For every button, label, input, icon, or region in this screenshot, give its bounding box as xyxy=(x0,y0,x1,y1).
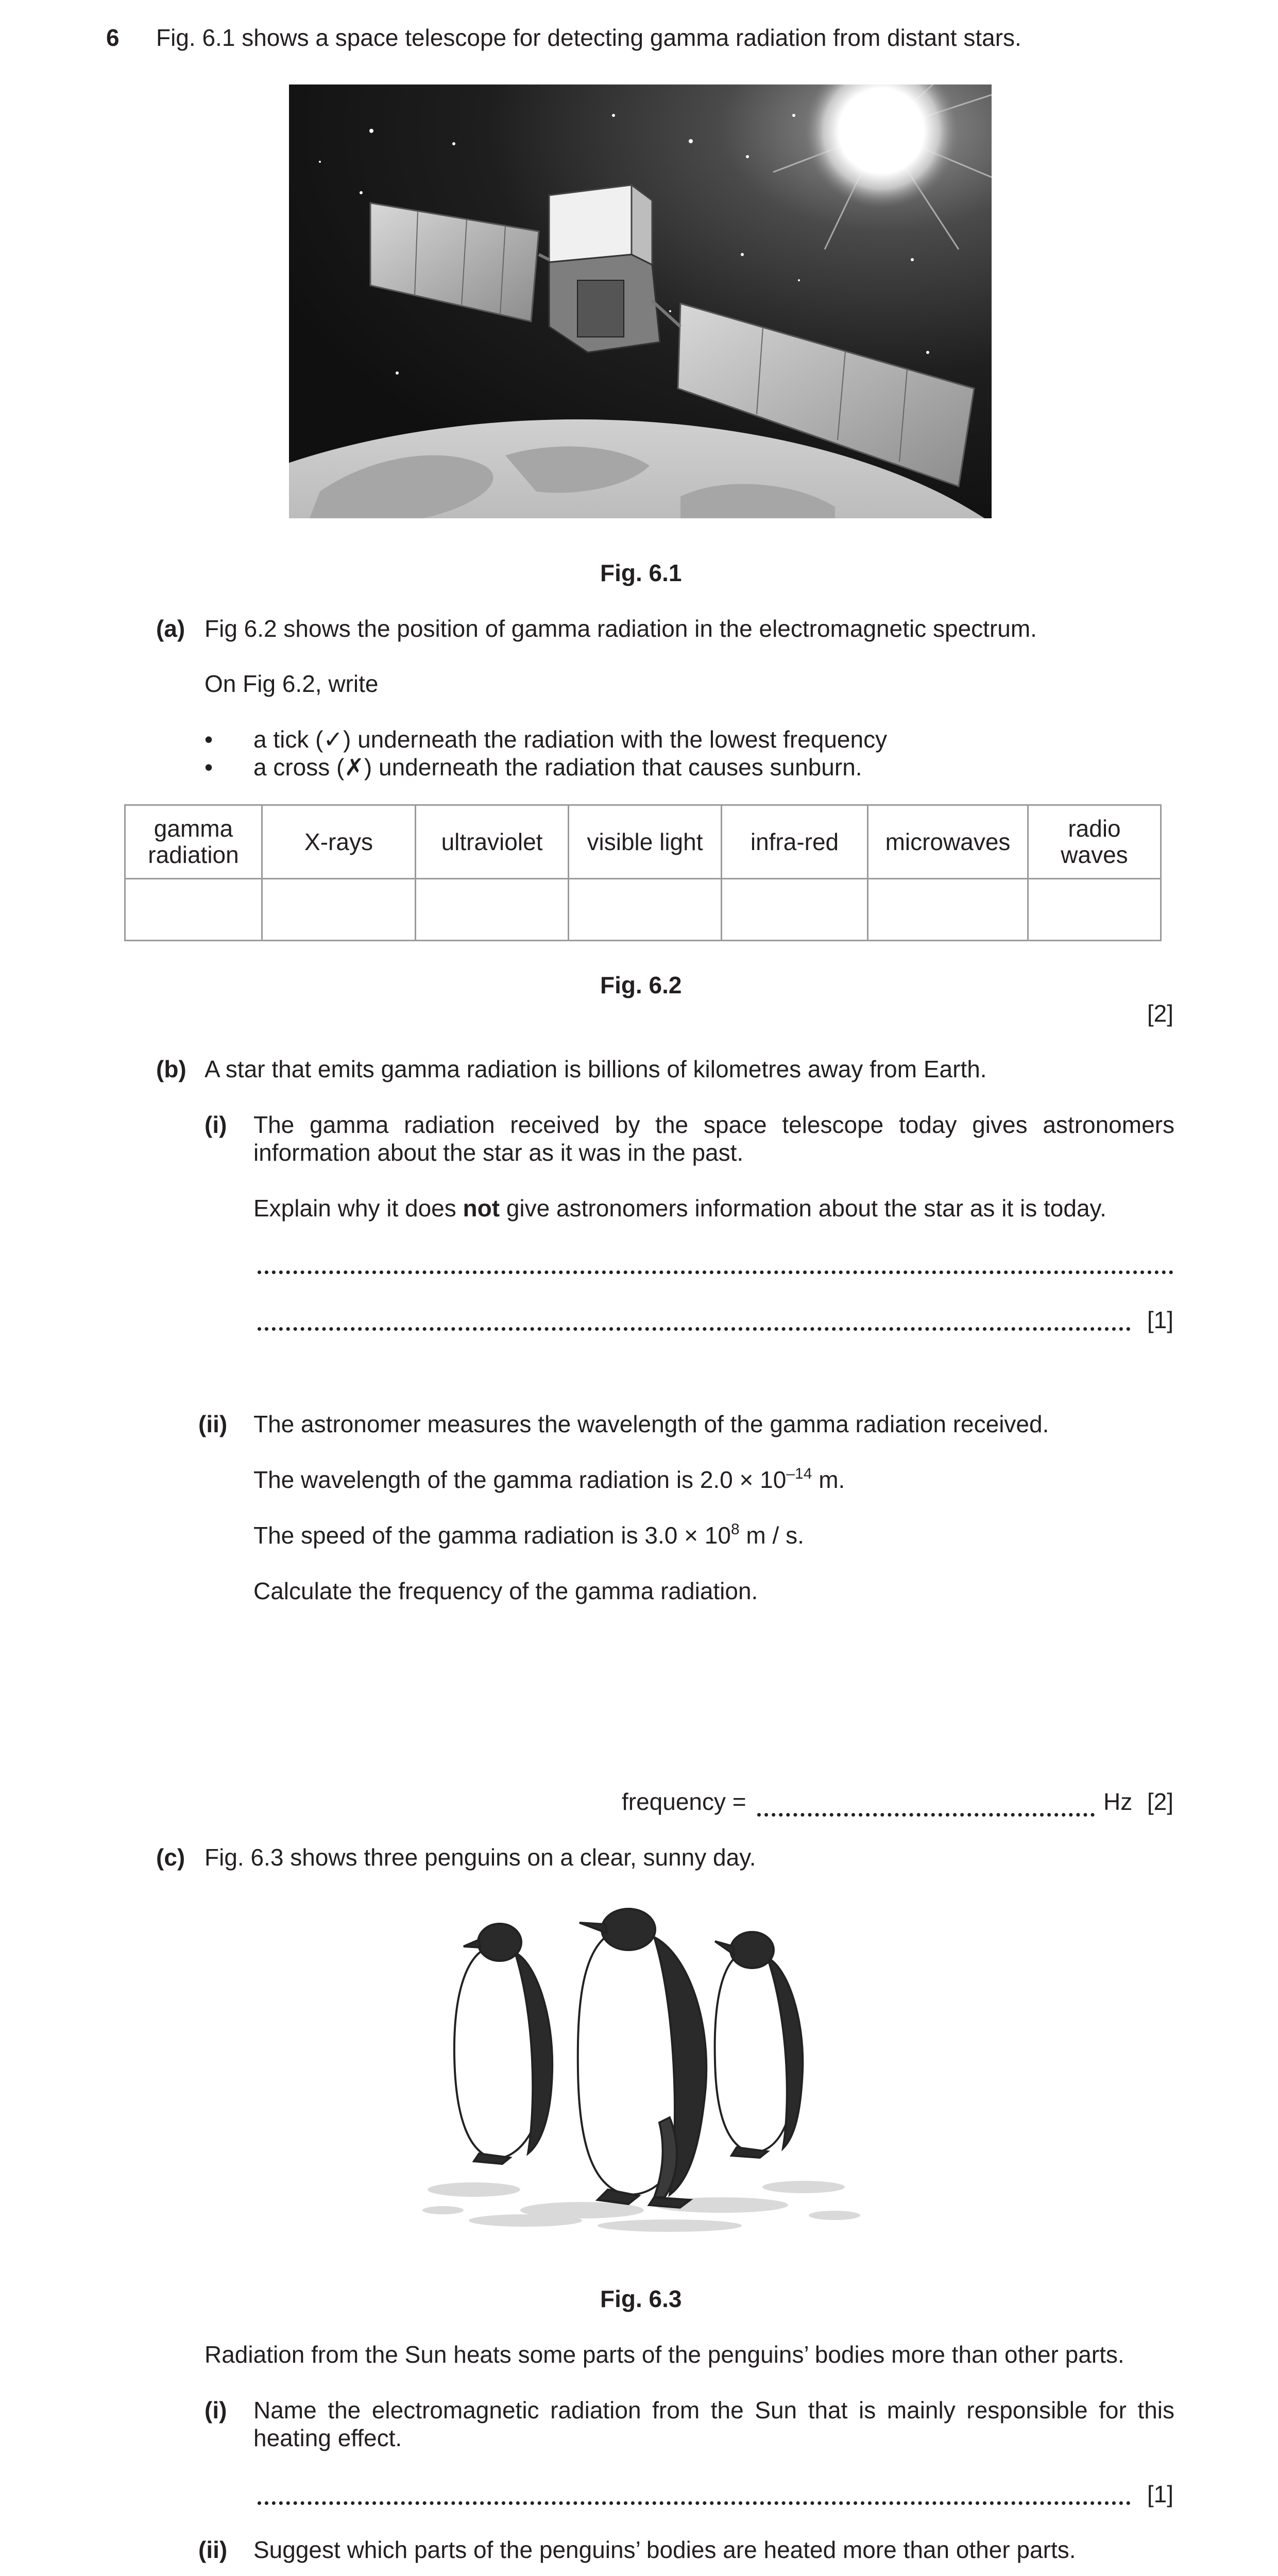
question-number: 6 xyxy=(106,24,120,51)
answer-line-b-i-2[interactable] xyxy=(258,1327,1131,1331)
spectrum-header-radio-waves: radio waves xyxy=(1028,805,1161,879)
part-a-text: Fig 6.2 shows the position of gamma radiation in the electromagnetic spectrum. xyxy=(205,615,1037,642)
answer-cell-microwaves[interactable] xyxy=(868,879,1028,941)
part-c-text: Fig. 6.3 shows three penguins on a clear, sunny day. xyxy=(205,1844,756,1871)
part-c-i-line2: heating effect. xyxy=(253,2425,402,2451)
part-b-label: (b) xyxy=(156,1056,186,1082)
frequency-label: frequency = xyxy=(622,1788,746,1815)
answer-cell-infra-red[interactable] xyxy=(722,879,868,941)
penguins-figure xyxy=(412,1901,865,2241)
answer-line-b-i-1[interactable] xyxy=(258,1270,1173,1274)
part-a-marks: [2] xyxy=(1147,1000,1173,1027)
spectrum-header-gamma: gamma radiation xyxy=(125,805,262,879)
part-b-ii-marks: [2] xyxy=(1147,1788,1173,1815)
part-b-i-explain: Explain why it does not give astronomers information about the star as it is today. xyxy=(253,1195,1106,1222)
spectrum-header-x-rays: X-rays xyxy=(262,805,416,879)
answer-line-c-i[interactable] xyxy=(258,2501,1131,2505)
answer-cell-ultraviolet[interactable] xyxy=(416,879,569,941)
space-telescope-figure xyxy=(289,84,992,518)
part-b-i-line1: The gamma radiation received by the space telescope today gives astronomers xyxy=(253,1111,1174,1138)
spectrum-header-visible-light: visible light xyxy=(569,805,722,879)
part-c-radiation-text: Radiation from the Sun heats some parts of the penguins’ bodies more than other parts. xyxy=(205,2341,1124,2368)
fig-6-3-caption: Fig. 6.3 xyxy=(600,2285,682,2312)
part-b-ii-label: (ii) xyxy=(198,1411,228,1437)
fig-6-2-caption: Fig. 6.2 xyxy=(600,972,682,998)
part-a-label: (a) xyxy=(156,615,185,642)
bullet-marker: • xyxy=(205,754,213,781)
spectrum-header-ultraviolet: ultraviolet xyxy=(416,805,569,879)
bullet-tick-text: a tick (✓) underneath the radiation with the lowest frequency xyxy=(253,726,888,753)
part-b-ii-wavelength: The wavelength of the gamma radiation is $2.0 \times 10^{-14}$ m. xyxy=(253,1465,845,1493)
answer-cell-visible-light[interactable] xyxy=(569,879,722,941)
part-b-ii-line1: The astronomer measures the wavelength of the gamma radiation received. xyxy=(253,1411,1049,1437)
bullet-cross-text: a cross (✗) underneath the radiation that causes sunburn. xyxy=(253,754,862,781)
part-c-i-marks: [1] xyxy=(1147,2481,1173,2507)
space-telescope-illustration xyxy=(289,84,992,518)
part-c-i-line1: Name the electromagnetic radiation from the Sun that is mainly responsible for this xyxy=(253,2397,1174,2424)
frequency-answer-line[interactable] xyxy=(757,1813,1095,1817)
answer-cell-x-rays[interactable] xyxy=(262,879,416,941)
spectrum-table xyxy=(124,804,1162,941)
part-b-ii-speed: The speed of the gamma radiation is $3.0 \times 10^8$ m / s. xyxy=(253,1521,804,1549)
part-b-ii-calc: Calculate the frequency of the gamma radiation. xyxy=(253,1578,758,1604)
part-b-text: A star that emits gamma radiation is billions of kilometres away from Earth. xyxy=(205,1056,987,1082)
frequency-unit: Hz xyxy=(1103,1788,1133,1815)
spectrum-header-infra-red: infra-red xyxy=(722,805,868,879)
spectrum-header-microwaves: microwaves xyxy=(868,805,1028,879)
bullet-marker: • xyxy=(205,726,213,753)
part-c-i-label: (i) xyxy=(205,2397,227,2424)
part-a-instruction: On Fig 6.2, write xyxy=(205,670,379,697)
answer-cell-radio-waves[interactable] xyxy=(1028,879,1161,941)
question-intro: Fig. 6.1 shows a space telescope for detecting gamma radiation from distant stars. xyxy=(156,24,1021,51)
part-b-i-marks: [1] xyxy=(1147,1307,1173,1333)
answer-cell-gamma[interactable] xyxy=(125,879,262,941)
part-c-ii-label: (ii) xyxy=(198,2536,228,2563)
part-c-label: (c) xyxy=(156,1844,185,1871)
fig-6-1-caption: Fig. 6.1 xyxy=(600,560,682,586)
penguins-illustration xyxy=(412,1901,865,2241)
part-c-ii-line1: Suggest which parts of the penguins’ bodies are heated more than other parts. xyxy=(253,2536,1076,2563)
part-b-i-line2: information about the star as it was in the past. xyxy=(253,1139,744,1166)
part-b-i-label: (i) xyxy=(205,1111,227,1138)
